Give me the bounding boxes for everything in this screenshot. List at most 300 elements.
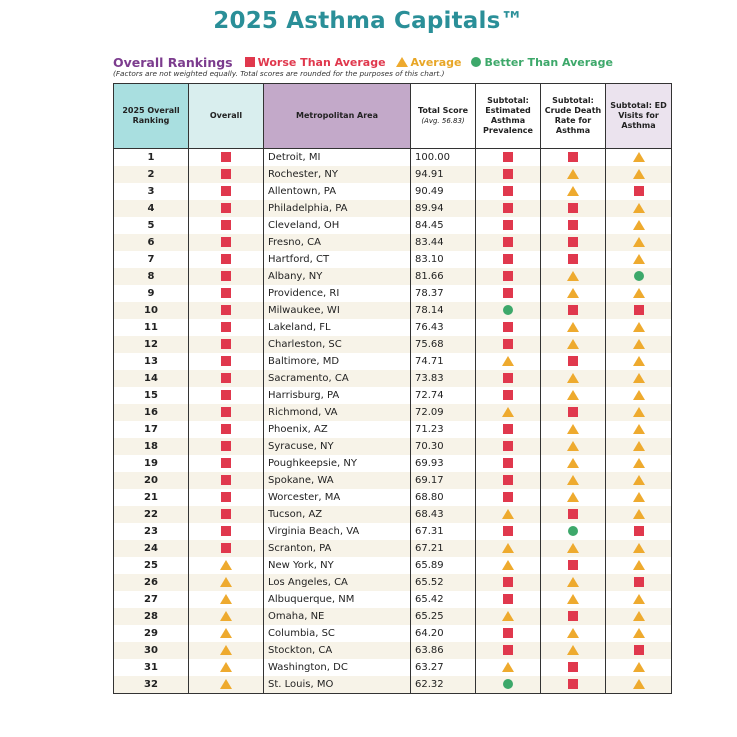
rank-cell: 28: [114, 608, 189, 625]
overall-cell: [189, 642, 264, 659]
overall-cell: [189, 472, 264, 489]
table-body: [114, 149, 672, 694]
death-rate-cell: [541, 625, 606, 642]
prevalence-cell: [476, 353, 541, 370]
rank-cell: 10: [114, 302, 189, 319]
red-square-icon: [221, 424, 231, 434]
overall-cell: [189, 353, 264, 370]
red-square-icon: [503, 271, 513, 281]
red-square-icon: [503, 152, 513, 162]
death-rate-cell: [541, 676, 606, 694]
prevalence-cell: [476, 608, 541, 625]
yellow-triangle-icon: [567, 441, 579, 451]
prevalence-cell: [476, 455, 541, 472]
metro-cell: Omaha, NE: [264, 608, 411, 625]
rank-cell: 15: [114, 387, 189, 404]
prevalence-cell: [476, 387, 541, 404]
red-square-icon: [568, 662, 578, 672]
ed-visits-cell: [606, 251, 672, 268]
ed-visits-cell: [606, 166, 672, 183]
ed-visits-cell: [606, 608, 672, 625]
table-row: [114, 472, 672, 489]
prevalence-cell: [476, 183, 541, 200]
red-square-icon: [221, 373, 231, 383]
overall-cell: [189, 217, 264, 234]
metro-cell: Scranton, PA: [264, 540, 411, 557]
death-rate-cell: [541, 557, 606, 574]
ed-visits-cell: [606, 421, 672, 438]
metro-cell: Harrisburg, PA: [264, 387, 411, 404]
prevalence-cell: [476, 234, 541, 251]
yellow-triangle-icon: [567, 169, 579, 179]
rank-cell: 24: [114, 540, 189, 557]
death-rate-cell: [541, 234, 606, 251]
metro-cell: Columbia, SC: [264, 625, 411, 642]
total-score-cell: 90.49: [411, 183, 476, 200]
footnote: (Factors are not weighted equally. Total scores are rounded for the purposes of this chart.): [113, 69, 445, 78]
overall-cell: [189, 489, 264, 506]
total-score-cell: 68.43: [411, 506, 476, 523]
red-square-icon: [221, 271, 231, 281]
rank-cell: 4: [114, 200, 189, 217]
red-square-icon: [503, 390, 513, 400]
death-rate-cell: [541, 506, 606, 523]
metro-cell: Washington, DC: [264, 659, 411, 676]
metro-cell: Phoenix, AZ: [264, 421, 411, 438]
red-square-icon: [568, 611, 578, 621]
table-row: [114, 455, 672, 472]
ed-visits-cell: [606, 625, 672, 642]
metro-cell: Hartford, CT: [264, 251, 411, 268]
page-title: 2025 Asthma Capitals™: [213, 8, 524, 34]
yellow-triangle-icon: [220, 594, 232, 604]
total-score-cell: 89.94: [411, 200, 476, 217]
red-square-icon: [221, 237, 231, 247]
overall-cell: [189, 608, 264, 625]
header-overall: Overall: [189, 84, 264, 149]
yellow-triangle-icon: [633, 475, 645, 485]
red-square-icon: [634, 186, 644, 196]
yellow-triangle-icon: [567, 390, 579, 400]
header-rank: 2025 Overall Ranking: [114, 84, 189, 149]
yellow-triangle-icon: [633, 594, 645, 604]
total-score-cell: 83.44: [411, 234, 476, 251]
total-score-cell: 73.83: [411, 370, 476, 387]
ed-visits-cell: [606, 591, 672, 608]
yellow-triangle-icon: [633, 458, 645, 468]
total-score-cell: 71.23: [411, 421, 476, 438]
yellow-triangle-icon: [633, 424, 645, 434]
yellow-triangle-icon: [220, 662, 232, 672]
red-square-icon: [503, 594, 513, 604]
red-square-icon: [221, 526, 231, 536]
prevalence-cell: [476, 200, 541, 217]
yellow-triangle-icon: [567, 645, 579, 655]
rank-cell: 20: [114, 472, 189, 489]
total-score-cell: 63.27: [411, 659, 476, 676]
total-score-cell: 72.74: [411, 387, 476, 404]
prevalence-cell: [476, 302, 541, 319]
yellow-triangle-icon: [633, 407, 645, 417]
death-rate-cell: [541, 404, 606, 421]
metro-cell: Milwaukee, WI: [264, 302, 411, 319]
ed-visits-cell: [606, 506, 672, 523]
ed-visits-cell: [606, 302, 672, 319]
rank-cell: 26: [114, 574, 189, 591]
table-row: [114, 591, 672, 608]
prevalence-cell: [476, 370, 541, 387]
prevalence-cell: [476, 625, 541, 642]
red-square-icon: [568, 509, 578, 519]
table-row: [114, 319, 672, 336]
ed-visits-cell: [606, 472, 672, 489]
red-square-icon: [221, 186, 231, 196]
yellow-triangle-icon: [633, 390, 645, 400]
total-score-cell: 72.09: [411, 404, 476, 421]
yellow-triangle-icon: [502, 611, 514, 621]
total-score-cell: 78.14: [411, 302, 476, 319]
yellow-triangle-icon: [633, 220, 645, 230]
red-square-icon: [221, 169, 231, 179]
red-square-icon: [568, 152, 578, 162]
ed-visits-cell: [606, 659, 672, 676]
rank-cell: 7: [114, 251, 189, 268]
ed-visits-cell: [606, 404, 672, 421]
rank-cell: 12: [114, 336, 189, 353]
prevalence-cell: [476, 149, 541, 167]
prevalence-cell: [476, 217, 541, 234]
overall-cell: [189, 183, 264, 200]
death-rate-cell: [541, 336, 606, 353]
red-square-icon: [221, 322, 231, 332]
metro-cell: Albuquerque, NM: [264, 591, 411, 608]
green-circle-icon: [568, 526, 578, 536]
total-score-cell: 62.32: [411, 676, 476, 694]
death-rate-cell: [541, 659, 606, 676]
red-square-icon: [634, 577, 644, 587]
total-score-cell: 63.86: [411, 642, 476, 659]
red-square-icon: [221, 390, 231, 400]
yellow-triangle-icon: [633, 679, 645, 689]
rank-cell: 21: [114, 489, 189, 506]
green-circle-icon: [634, 271, 644, 281]
ed-visits-cell: [606, 149, 672, 167]
red-square-icon: [503, 203, 513, 213]
red-square-icon: [503, 339, 513, 349]
ed-visits-cell: [606, 217, 672, 234]
red-square-icon: [221, 543, 231, 553]
prevalence-cell: [476, 404, 541, 421]
table-row: [114, 506, 672, 523]
yellow-triangle-icon: [633, 543, 645, 553]
red-square-icon: [221, 356, 231, 366]
rank-cell: 17: [114, 421, 189, 438]
table-row: [114, 336, 672, 353]
red-square-icon: [503, 373, 513, 383]
table-row: [114, 676, 672, 694]
rank-cell: 6: [114, 234, 189, 251]
death-rate-cell: [541, 608, 606, 625]
overall-cell: [189, 319, 264, 336]
overall-cell: [189, 404, 264, 421]
table-row: [114, 149, 672, 167]
red-square-icon: [503, 220, 513, 230]
table-row: [114, 200, 672, 217]
yellow-triangle-icon: [567, 492, 579, 502]
yellow-triangle-icon: [567, 339, 579, 349]
yellow-triangle-icon: [633, 560, 645, 570]
red-square-icon: [634, 645, 644, 655]
metro-cell: Fresno, CA: [264, 234, 411, 251]
red-square-icon: [503, 254, 513, 264]
death-rate-cell: [541, 438, 606, 455]
prevalence-cell: [476, 489, 541, 506]
metro-cell: Los Angeles, CA: [264, 574, 411, 591]
metro-cell: Baltimore, MD: [264, 353, 411, 370]
table-row: [114, 421, 672, 438]
metro-cell: Sacramento, CA: [264, 370, 411, 387]
red-square-icon: [221, 441, 231, 451]
red-square-icon: [568, 237, 578, 247]
death-rate-cell: [541, 642, 606, 659]
metro-cell: Albany, NY: [264, 268, 411, 285]
yellow-triangle-icon: [633, 628, 645, 638]
prevalence-cell: [476, 336, 541, 353]
total-score-cell: 65.42: [411, 591, 476, 608]
red-square-icon: [503, 475, 513, 485]
metro-cell: Poughkeepsie, NY: [264, 455, 411, 472]
red-square-icon: [503, 645, 513, 655]
legend-heading: Overall Rankings: [113, 54, 233, 70]
yellow-triangle-icon: [633, 237, 645, 247]
yellow-triangle-icon: [567, 458, 579, 468]
metro-cell: Virginia Beach, VA: [264, 523, 411, 540]
metro-cell: Syracuse, NY: [264, 438, 411, 455]
red-square-icon: [503, 441, 513, 451]
legend-worse-label: Worse Than Average: [257, 55, 386, 69]
total-score-cell: 70.30: [411, 438, 476, 455]
yellow-triangle-icon: [633, 254, 645, 264]
ed-visits-cell: [606, 574, 672, 591]
header-total-label: Total Score: [417, 106, 468, 115]
red-square-icon: [221, 475, 231, 485]
green-circle-icon: [503, 679, 513, 689]
yellow-triangle-icon: [567, 594, 579, 604]
death-rate-cell: [541, 370, 606, 387]
yellow-triangle-icon: [633, 441, 645, 451]
prevalence-cell: [476, 574, 541, 591]
death-rate-cell: [541, 183, 606, 200]
ed-visits-cell: [606, 370, 672, 387]
red-square-icon: [221, 305, 231, 315]
overall-cell: [189, 302, 264, 319]
prevalence-cell: [476, 659, 541, 676]
yellow-triangle-icon: [220, 560, 232, 570]
metro-cell: Spokane, WA: [264, 472, 411, 489]
red-square-icon: [221, 152, 231, 162]
yellow-triangle-icon: [567, 543, 579, 553]
overall-cell: [189, 234, 264, 251]
overall-cell: [189, 523, 264, 540]
death-rate-cell: [541, 285, 606, 302]
total-score-cell: 68.80: [411, 489, 476, 506]
total-score-cell: 83.10: [411, 251, 476, 268]
yellow-triangle-icon: [567, 186, 579, 196]
ed-visits-cell: [606, 268, 672, 285]
yellow-triangle-icon: [633, 339, 645, 349]
header-prevalence: Subtotal: Estimated Asthma Prevalence: [476, 84, 541, 149]
table-row: [114, 217, 672, 234]
ed-visits-cell: [606, 319, 672, 336]
ed-visits-cell: [606, 642, 672, 659]
prevalence-cell: [476, 540, 541, 557]
metro-cell: Cleveland, OH: [264, 217, 411, 234]
yellow-triangle-icon: [633, 203, 645, 213]
yellow-triangle-icon: [633, 509, 645, 519]
rank-cell: 1: [114, 149, 189, 167]
ed-visits-cell: [606, 438, 672, 455]
yellow-triangle-icon: [633, 152, 645, 162]
yellow-triangle-icon: [567, 322, 579, 332]
death-rate-cell: [541, 540, 606, 557]
death-rate-cell: [541, 472, 606, 489]
red-square-icon: [568, 203, 578, 213]
prevalence-cell: [476, 166, 541, 183]
total-score-cell: 76.43: [411, 319, 476, 336]
death-rate-cell: [541, 591, 606, 608]
yellow-triangle-icon: [633, 169, 645, 179]
table-row: [114, 659, 672, 676]
table-row: [114, 404, 672, 421]
yellow-triangle-icon: [567, 424, 579, 434]
red-square-icon: [634, 526, 644, 536]
death-rate-cell: [541, 217, 606, 234]
death-rate-cell: [541, 251, 606, 268]
metro-cell: Rochester, NY: [264, 166, 411, 183]
metro-cell: St. Louis, MO: [264, 676, 411, 694]
red-square-icon: [568, 679, 578, 689]
overall-cell: [189, 166, 264, 183]
red-square-icon: [503, 628, 513, 638]
header-total: [411, 84, 476, 149]
red-square-icon: [221, 407, 231, 417]
legend-average-label: Average: [410, 55, 462, 69]
yellow-triangle-icon: [502, 356, 514, 366]
rank-cell: 14: [114, 370, 189, 387]
overall-cell: [189, 540, 264, 557]
header-death-rate: Subtotal: Crude Death Rate for Asthma: [541, 84, 606, 149]
red-square-icon: [245, 57, 255, 67]
red-square-icon: [503, 492, 513, 502]
rank-cell: 19: [114, 455, 189, 472]
prevalence-cell: [476, 506, 541, 523]
total-score-cell: 100.00: [411, 149, 476, 167]
overall-cell: [189, 557, 264, 574]
overall-cell: [189, 574, 264, 591]
red-square-icon: [634, 305, 644, 315]
overall-cell: [189, 387, 264, 404]
death-rate-cell: [541, 489, 606, 506]
red-square-icon: [503, 458, 513, 468]
metro-cell: Richmond, VA: [264, 404, 411, 421]
red-square-icon: [568, 560, 578, 570]
table-row: [114, 353, 672, 370]
overall-cell: [189, 591, 264, 608]
total-score-cell: 67.31: [411, 523, 476, 540]
ed-visits-cell: [606, 540, 672, 557]
death-rate-cell: [541, 200, 606, 217]
green-circle-icon: [471, 57, 481, 67]
metro-cell: Philadelphia, PA: [264, 200, 411, 217]
yellow-triangle-icon: [502, 407, 514, 417]
red-square-icon: [503, 169, 513, 179]
overall-cell: [189, 268, 264, 285]
rank-cell: 11: [114, 319, 189, 336]
prevalence-cell: [476, 319, 541, 336]
ed-visits-cell: [606, 353, 672, 370]
total-score-cell: 94.91: [411, 166, 476, 183]
red-square-icon: [221, 509, 231, 519]
prevalence-cell: [476, 591, 541, 608]
ed-visits-cell: [606, 200, 672, 217]
overall-cell: [189, 200, 264, 217]
death-rate-cell: [541, 455, 606, 472]
rank-cell: 16: [114, 404, 189, 421]
yellow-triangle-icon: [633, 611, 645, 621]
total-score-cell: 65.89: [411, 557, 476, 574]
metro-cell: Detroit, MI: [264, 149, 411, 167]
death-rate-cell: [541, 268, 606, 285]
rank-cell: 18: [114, 438, 189, 455]
prevalence-cell: [476, 472, 541, 489]
table-row: [114, 625, 672, 642]
prevalence-cell: [476, 523, 541, 540]
ed-visits-cell: [606, 387, 672, 404]
rank-cell: 9: [114, 285, 189, 302]
table-row: [114, 574, 672, 591]
red-square-icon: [503, 526, 513, 536]
overall-cell: [189, 455, 264, 472]
prevalence-cell: [476, 642, 541, 659]
rank-cell: 31: [114, 659, 189, 676]
metro-cell: Stockton, CA: [264, 642, 411, 659]
death-rate-cell: [541, 421, 606, 438]
table-row: [114, 387, 672, 404]
prevalence-cell: [476, 285, 541, 302]
legend-better: [471, 56, 612, 69]
red-square-icon: [221, 254, 231, 264]
rank-cell: 32: [114, 676, 189, 694]
death-rate-cell: [541, 574, 606, 591]
yellow-triangle-icon: [567, 288, 579, 298]
total-score-cell: 78.37: [411, 285, 476, 302]
yellow-triangle-icon: [502, 662, 514, 672]
total-score-cell: 65.25: [411, 608, 476, 625]
yellow-triangle-icon: [220, 628, 232, 638]
total-score-cell: 69.93: [411, 455, 476, 472]
rank-cell: 5: [114, 217, 189, 234]
total-score-cell: 67.21: [411, 540, 476, 557]
total-score-cell: 69.17: [411, 472, 476, 489]
total-score-cell: 81.66: [411, 268, 476, 285]
rank-cell: 27: [114, 591, 189, 608]
table-row: [114, 489, 672, 506]
yellow-triangle-icon: [220, 679, 232, 689]
ed-visits-cell: [606, 183, 672, 200]
metro-cell: Allentown, PA: [264, 183, 411, 200]
overall-cell: [189, 149, 264, 167]
rank-cell: 25: [114, 557, 189, 574]
